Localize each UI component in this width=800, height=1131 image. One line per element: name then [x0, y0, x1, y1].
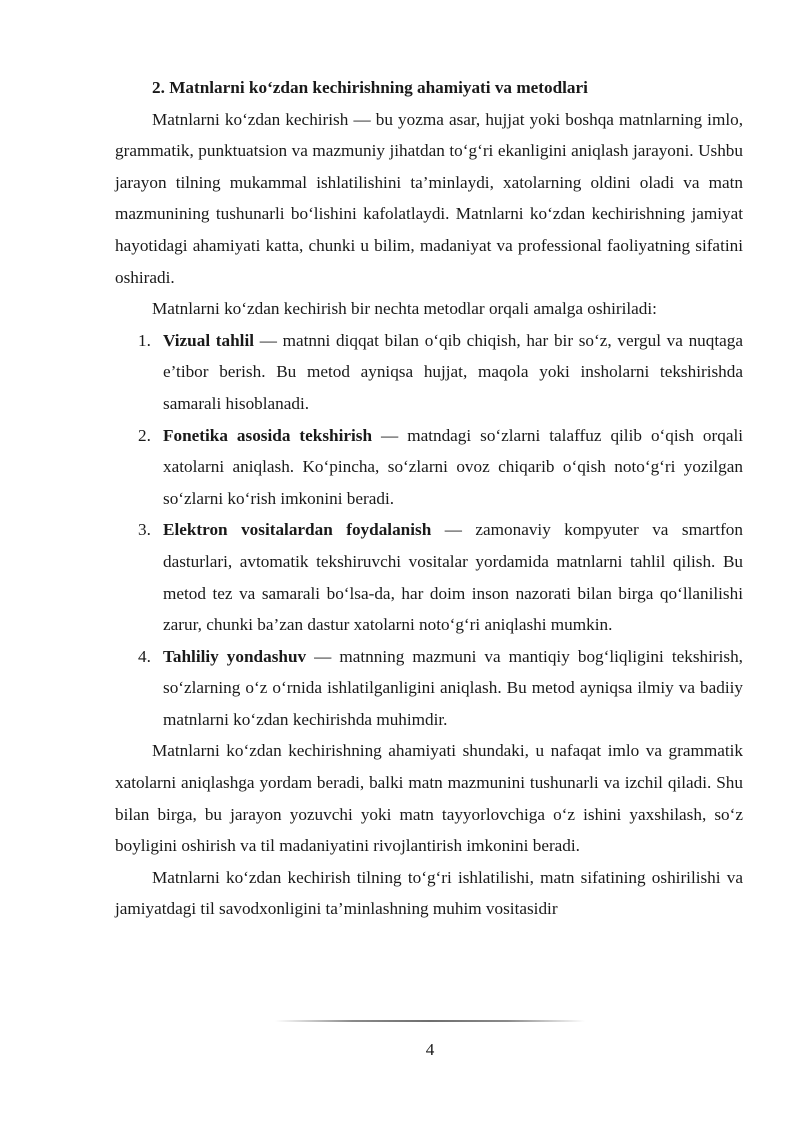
list-item: [138, 641, 743, 736]
method-term: Tahliliy yondashuv: [163, 646, 307, 666]
list-item: [138, 420, 744, 515]
list-item: [138, 325, 743, 420]
intro-paragraph: Matnlarni ko‘zdan kechirish — bu yozma asar, hujjat yoki boshqa matnlarning imlo, grammatik, punktuatsion va mazmuniy jihatdan to‘g‘ri ekanligini aniqlash jarayoni. Ushbu jarayon tilning mukammal ishlatilishini ta’minlaydi, xatolarning oldini oladi va matn mazmunining tushunarli bo‘lishini kafolatlaydi. Matnlarni ko‘zdan kechirishning jamiyat hayotidagi ahamiyati katta, chunki u bilim, madaniyat va professional faoliyatning sifatini oshiradi.: [115, 109, 743, 287]
method-description: — zamonaviy kompyuter va smartfon dasturlari, avtomatik tekshiruvchi vositalar yordamida matnlarni tahlil qilish. Bu metod tez va samarali bo‘lsa-da, har doim inson nazorati bilan birga qo‘llanilishi zarur, chunki ba’zan dastur xatolarni noto‘g‘ri aniqlashi mumkin.: [163, 520, 743, 635]
methods-list: [115, 325, 743, 736]
conclusion-paragraph: Matnlarni ko‘zdan kechirish tilning to‘g‘ri ishlatilishi, matn sifatining oshirilishi va jamiyatdagi til savodxonligini ta’minlashning muhim vositasidir: [115, 867, 743, 919]
footer-divider: [275, 1020, 585, 1022]
method-description: — matndagi so‘zlarni talaffuz qilib o‘qish orqali xatolarni aniqlash. Ko‘pincha, so‘zlarni ovoz chiqarib o‘qish noto‘g‘ri yozilgan so‘zlarni ko‘rish imkonini beradi.: [163, 425, 744, 508]
list-item: [138, 514, 743, 640]
section-heading: 2. Matnlarni ko‘zdan kechirishning ahamiyati va metodlari: [152, 78, 588, 97]
methods-intro-paragraph: Matnlarni ko‘zdan kechirish bir nechta metodlar orqali amalga oshiriladi:: [152, 299, 657, 319]
method-description: — matnning mazmuni va mantiqiy bog‘liqligini tekshirish, so‘zlarning o‘z o‘rnida ishlatilganligini aniqlash. Bu metod ayniqsa ilmiy va badiiy matnlarni ko‘zdan kechirishda muhimdir.: [163, 646, 743, 729]
list-item-number: 4.: [138, 646, 151, 666]
method-term: Vizual tahlil: [163, 330, 254, 350]
page-number: 4: [425, 1040, 435, 1059]
method-term: Elektron vositalardan foydalanish: [163, 520, 432, 540]
method-term: Fonetika asosida tekshirish: [163, 425, 373, 445]
list-item-number: 2.: [138, 425, 151, 445]
list-item-number: 3.: [138, 520, 151, 540]
list-item-number: 1.: [138, 330, 151, 350]
method-description: — matnni diqqat bilan o‘qib chiqish, har bir so‘z, vergul va nuqtaga e’tibor berish. Bu metod ayniqsa hujjat, maqola yoki insholarni tekshirishda samarali hisoblanadi.: [163, 330, 743, 413]
importance-paragraph: Matnlarni ko‘zdan kechirishning ahamiyati shundaki, u nafaqat imlo va grammatik xatolarni aniqlashga yordam beradi, balki matn mazmunini tushunarli va izchil qiladi. Shu bilan birga, bu jarayon yozuvchi yoki matn tayyorlovchiga o‘z ishini yaxshilash, so‘z boyligini oshirish va til madaniyatini rivojlantirish imkonini beradi.: [115, 741, 743, 856]
document-page: [115, 72, 743, 925]
